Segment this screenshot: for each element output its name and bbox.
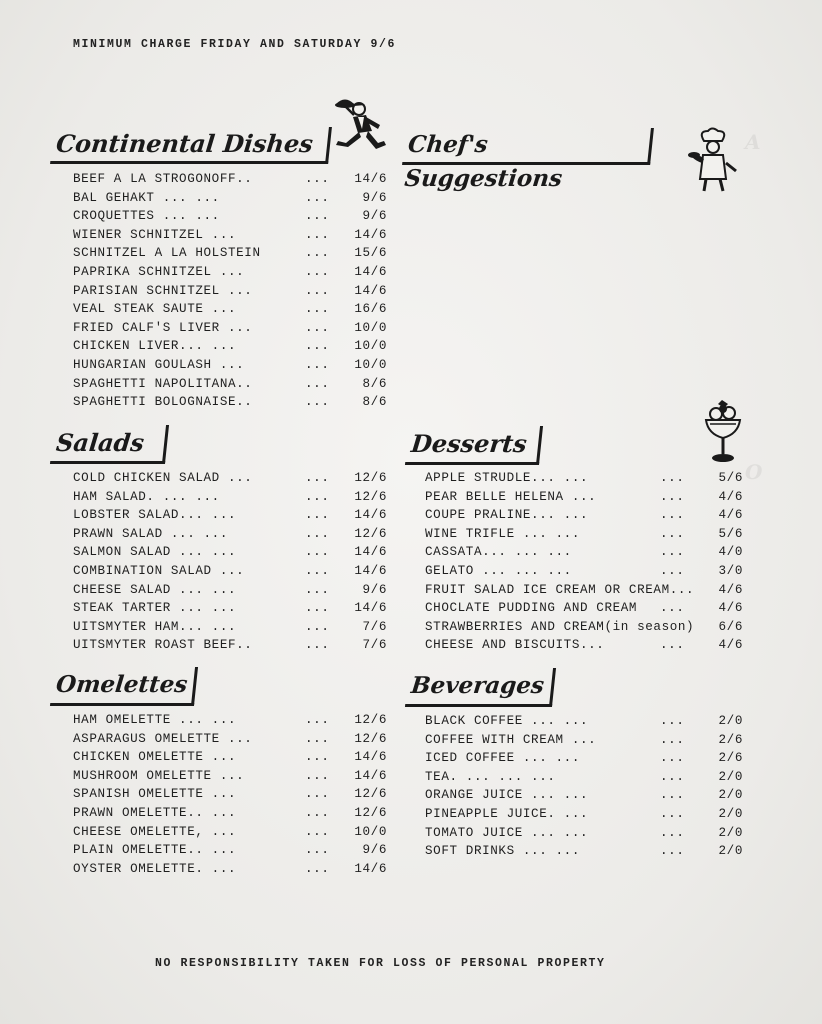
menu-item-price: 9/6 <box>362 582 387 597</box>
menu-item <box>73 562 393 581</box>
menu-item-name: BAL GEHAKT ... ... <box>73 190 220 205</box>
menu-item-name: SPAGHETTI BOLOGNAISE.. <box>73 395 253 410</box>
menu-item-price: 12/6 <box>354 489 387 504</box>
menu-item-price: 4/6 <box>718 601 743 616</box>
menu-item-leader: ... <box>305 713 330 727</box>
menu-item-price: 2/0 <box>718 788 743 803</box>
menu-item <box>73 581 393 600</box>
menu-item-name: PLAIN OMELETTE.. ... <box>73 843 237 858</box>
menu-item-name: SOFT DRINKS ... ... <box>425 844 580 859</box>
menu-item <box>425 805 745 824</box>
menu-item-price: 14/6 <box>354 750 387 765</box>
menu-item-name: PRAWN SALAD ... ... <box>73 526 228 541</box>
menu-item-price: 2/0 <box>718 769 743 784</box>
menu-item-name: CASSATA... ... ... <box>425 545 572 560</box>
menu-item-leader: ... <box>305 824 330 839</box>
menu-item-price: 4/6 <box>718 582 743 597</box>
menu-item-name: UITSMYTER HAM... ... <box>73 619 237 634</box>
menu-item-price: 2/6 <box>718 732 743 747</box>
continental-dishes-list <box>73 170 393 412</box>
menu-item-price: 12/6 <box>354 526 387 541</box>
menu-item-price: 14/6 <box>354 264 387 279</box>
menu-item-price: 14/6 <box>354 861 387 876</box>
menu-item-price: 12/6 <box>354 471 387 485</box>
heading-salads <box>50 425 169 464</box>
menu-item <box>425 488 745 507</box>
menu-item <box>73 189 393 208</box>
menu-item-leader: ... <box>305 246 330 261</box>
menu-item-price: 4/6 <box>718 508 743 523</box>
menu-item-leader: ... <box>660 526 685 541</box>
menu-item-leader: ... <box>305 395 330 410</box>
menu-item-price: 12/6 <box>354 805 387 820</box>
menu-item <box>73 823 393 842</box>
menu-item-leader: ... <box>305 376 330 391</box>
menu-item-name: PINEAPPLE JUICE. ... <box>425 806 589 821</box>
menu-item <box>73 207 393 226</box>
menu-item-leader: ... <box>305 264 330 279</box>
menu-item <box>73 488 393 507</box>
menu-item-leader: ... <box>305 302 330 317</box>
menu-item-leader: ... <box>660 601 685 616</box>
menu-item-name: CHOCLATE PUDDING AND CREAM <box>425 601 638 616</box>
menu-item-leader: ... <box>305 582 330 597</box>
menu-item <box>425 599 745 618</box>
menu-item <box>73 785 393 804</box>
menu-item <box>73 860 393 879</box>
show-through-text: A <box>745 130 761 154</box>
menu-item-name: CHICKEN LIVER... ... <box>73 339 237 354</box>
menu-item-name: PAPRIKA SCHNITZEL ... <box>73 264 245 279</box>
menu-item <box>73 393 393 412</box>
menu-item-name: WIENER SCHNITZEL ... <box>73 227 237 242</box>
menu-item-price: 12/6 <box>354 713 387 727</box>
menu-item-name: HUNGARIAN GOULASH ... <box>73 357 245 372</box>
salads-list <box>73 469 393 655</box>
menu-item-leader: ... <box>305 731 330 746</box>
menu-item <box>425 506 745 525</box>
menu-item <box>73 841 393 860</box>
menu-item-leader: ... <box>660 638 685 653</box>
heading-label: Omelettes <box>54 671 189 698</box>
menu-item-name: SPANISH OMELETTE ... <box>73 787 237 802</box>
heading-beverages <box>405 668 556 707</box>
heading-chefs-suggestions <box>402 128 654 192</box>
menu-item-price: 7/6 <box>362 638 387 653</box>
menu-item <box>73 636 393 655</box>
menu-item-leader: ... <box>660 714 685 728</box>
menu-item-leader: ... <box>305 638 330 653</box>
menu-item-name: TEA. ... ... ... <box>425 769 556 784</box>
menu-item-leader: ... <box>305 787 330 802</box>
menu-item-leader: ... <box>305 227 330 242</box>
menu-item <box>73 337 393 356</box>
heading-label: Chef's Suggestions <box>403 131 564 192</box>
menu-item-name: BEEF A LA STROGONOFF.. <box>73 172 253 186</box>
menu-item-price: 10/0 <box>354 320 387 335</box>
menu-item <box>425 562 745 581</box>
heading-continental-dishes <box>50 127 332 164</box>
menu-item-name: ASPARAGUS OMELETTE ... <box>73 731 253 746</box>
menu-item-name: WINE TRIFLE ... ... <box>425 526 580 541</box>
menu-item-price: 5/6 <box>718 471 743 485</box>
menu-item-name: VEAL STEAK SAUTE ... <box>73 302 237 317</box>
menu-item-leader: ... <box>305 601 330 616</box>
menu-item-leader: ... <box>305 283 330 298</box>
sundae-icon <box>702 398 744 466</box>
menu-item-price: 2/0 <box>718 714 743 728</box>
menu-item-name: CHICKEN OMELETTE ... <box>73 750 237 765</box>
menu-item-leader: ... <box>305 508 330 523</box>
menu-item-name: PEAR BELLE HELENA ... <box>425 489 597 504</box>
minimum-charge-note: MINIMUM CHARGE FRIDAY AND SATURDAY 9/6 <box>73 38 397 51</box>
menu-item-price: 10/0 <box>354 357 387 372</box>
menu-item-price: 14/6 <box>354 563 387 578</box>
menu-item-price: 9/6 <box>362 843 387 858</box>
menu-item-leader: ... <box>305 209 330 224</box>
menu-item-price: 2/6 <box>718 751 743 766</box>
menu-item-name: LOBSTER SALAD... ... <box>73 508 237 523</box>
menu-item-name: BLACK COFFEE ... ... <box>425 714 589 728</box>
waiter-icon <box>328 95 390 157</box>
menu-item <box>425 712 745 731</box>
menu-item-price: 14/6 <box>354 768 387 783</box>
menu-item-leader: ... <box>305 357 330 372</box>
menu-item-price: 14/6 <box>354 283 387 298</box>
menu-item-leader: ... <box>660 751 685 766</box>
menu-item-leader: ... <box>305 619 330 634</box>
menu-item-name: COUPE PRALINE... ... <box>425 508 589 523</box>
chef-icon <box>688 127 738 195</box>
responsibility-note: NO RESPONSIBILITY TAKEN FOR LOSS OF PERSONAL PROPERTY <box>155 957 606 970</box>
menu-item <box>425 525 745 544</box>
menu-item <box>73 543 393 562</box>
menu-item-name: COFFEE WITH CREAM ... <box>425 732 597 747</box>
menu-item-price: 4/6 <box>718 489 743 504</box>
menu-item-price: 3/0 <box>718 563 743 578</box>
menu-item-price: 15/6 <box>354 246 387 261</box>
menu-item-leader: ... <box>305 172 330 186</box>
menu-item-leader: ... <box>305 545 330 560</box>
menu-item-price: 4/6 <box>718 638 743 653</box>
menu-item-name: HAM OMELETTE ... ... <box>73 713 237 727</box>
menu-item <box>73 711 393 730</box>
menu-item <box>73 170 393 189</box>
menu-item-price: 9/6 <box>362 209 387 224</box>
menu-item-name: HAM SALAD. ... ... <box>73 489 220 504</box>
menu-item-leader: ... <box>305 526 330 541</box>
menu-item-name: SALMON SALAD ... ... <box>73 545 237 560</box>
menu-item-price: 6/6 <box>718 619 743 634</box>
menu-item-leader: ... <box>305 750 330 765</box>
menu-item <box>425 824 745 843</box>
menu-item-name: SCHNITZEL A LA HOLSTEIN <box>73 246 261 261</box>
menu-item <box>425 749 745 768</box>
menu-item-price: 14/6 <box>354 227 387 242</box>
menu-item <box>73 244 393 263</box>
menu-item <box>73 748 393 767</box>
menu-item-leader: ... <box>660 825 685 840</box>
menu-item-name: TOMATO JUICE ... ... <box>425 825 589 840</box>
menu-item-name: CHEESE OMELETTE, ... <box>73 824 237 839</box>
menu-item <box>425 786 745 805</box>
menu-item <box>73 282 393 301</box>
menu-item-name: CROQUETTES ... ... <box>73 209 220 224</box>
heading-omelettes <box>50 667 198 706</box>
menu-item <box>73 263 393 282</box>
menu-item-leader: ... <box>305 339 330 354</box>
menu-item-price: 7/6 <box>362 619 387 634</box>
menu-item <box>425 842 745 861</box>
menu-item <box>73 506 393 525</box>
menu-item-name: PRAWN OMELETTE.. ... <box>73 805 237 820</box>
menu-item-leader: ... <box>660 489 685 504</box>
menu-item-leader: ... <box>305 320 330 335</box>
menu-item-leader: ... <box>305 768 330 783</box>
menu-item-name: UITSMYTER ROAST BEEF.. <box>73 638 253 653</box>
menu-item-price: 9/6 <box>362 190 387 205</box>
menu-item-price: 14/6 <box>354 545 387 560</box>
menu-item-name: ICED COFFEE ... ... <box>425 751 580 766</box>
menu-item-name: SPAGHETTI NAPOLITANA.. <box>73 376 253 391</box>
heading-label: Desserts <box>409 429 529 458</box>
menu-item-leader: ... <box>660 732 685 747</box>
menu-item <box>73 767 393 786</box>
menu-item-name: FRIED CALF'S LIVER ... <box>73 320 253 335</box>
menu-item-price: 4/0 <box>718 545 743 560</box>
menu-item-leader: ... <box>305 805 330 820</box>
menu-item <box>73 356 393 375</box>
menu-item-leader: ... <box>660 508 685 523</box>
menu-item <box>73 599 393 618</box>
menu-item <box>73 804 393 823</box>
menu-item-name: COMBINATION SALAD ... <box>73 563 245 578</box>
menu-item-price: 14/6 <box>354 508 387 523</box>
heading-label: Beverages <box>409 672 546 699</box>
menu-item-leader: ... <box>305 489 330 504</box>
menu-item <box>73 319 393 338</box>
menu-item-leader: ... <box>305 190 330 205</box>
omelettes-list <box>73 711 393 878</box>
menu-item-name: COLD CHICKEN SALAD ... <box>73 471 253 485</box>
menu-item-price: 12/6 <box>354 731 387 746</box>
menu-item-price: 14/6 <box>354 172 387 186</box>
menu-item-price: 2/0 <box>718 844 743 859</box>
menu-item-name: GELATO ... ... ... <box>425 563 572 578</box>
menu-item-name: CHEESE SALAD ... ... <box>73 582 237 597</box>
menu-item-price: 8/6 <box>362 376 387 391</box>
menu-item-name: APPLE STRUDLE... ... <box>425 471 589 485</box>
menu-item-price: 16/6 <box>354 302 387 317</box>
menu-item-name: FRUIT SALAD ICE CREAM OR CREAM... <box>425 582 695 597</box>
menu-item-leader: ... <box>305 563 330 578</box>
menu-item-price: 5/6 <box>718 526 743 541</box>
menu-item <box>73 375 393 394</box>
menu-item-leader: ... <box>305 471 330 485</box>
menu-item-price: 2/0 <box>718 806 743 821</box>
menu-item <box>73 469 393 488</box>
menu-item-price: 8/6 <box>362 395 387 410</box>
menu-item <box>425 618 745 637</box>
heading-label: Continental Dishes <box>54 129 315 158</box>
menu-item <box>73 226 393 245</box>
menu-item-name: STEAK TARTER ... ... <box>73 601 237 616</box>
menu-item <box>425 768 745 787</box>
menu-item <box>73 525 393 544</box>
desserts-list <box>425 469 745 655</box>
menu-item-leader: ... <box>660 545 685 560</box>
heading-desserts <box>405 426 543 465</box>
menu-item <box>425 636 745 655</box>
menu-item-price: 2/0 <box>718 825 743 840</box>
menu-item-name: CHEESE AND BISCUITS... <box>425 638 605 653</box>
beverages-list <box>425 712 745 861</box>
menu-item-leader: ... <box>305 861 330 876</box>
menu-item-name: OYSTER OMELETTE. ... <box>73 861 237 876</box>
menu-item <box>425 469 745 488</box>
menu-item-leader: ... <box>660 769 685 784</box>
menu-item <box>73 300 393 319</box>
menu-item-price: 14/6 <box>354 601 387 616</box>
menu-item-price: 10/0 <box>354 339 387 354</box>
menu-item-price: 10/0 <box>354 824 387 839</box>
menu-item <box>73 618 393 637</box>
heading-label: Salads <box>54 428 146 457</box>
menu-item-leader: ... <box>660 806 685 821</box>
menu-item <box>425 731 745 750</box>
show-through-text: O <box>745 460 763 484</box>
menu-item <box>425 581 745 600</box>
menu-item-price: 12/6 <box>354 787 387 802</box>
menu-item-leader: ... <box>660 563 685 578</box>
menu-item-leader: ... <box>660 788 685 803</box>
menu-item-name: MUSHROOM OMELETTE ... <box>73 768 245 783</box>
menu-item-leader: ... <box>660 844 685 859</box>
menu-item-name: STRAWBERRIES AND CREAM(in season) <box>425 619 695 634</box>
menu-item-name: ORANGE JUICE ... ... <box>425 788 589 803</box>
menu-item <box>425 543 745 562</box>
menu-item-leader: ... <box>660 471 685 485</box>
menu-item <box>73 730 393 749</box>
menu-item-leader: ... <box>305 843 330 858</box>
menu-item-name: PARISIAN SCHNITZEL ... <box>73 283 253 298</box>
